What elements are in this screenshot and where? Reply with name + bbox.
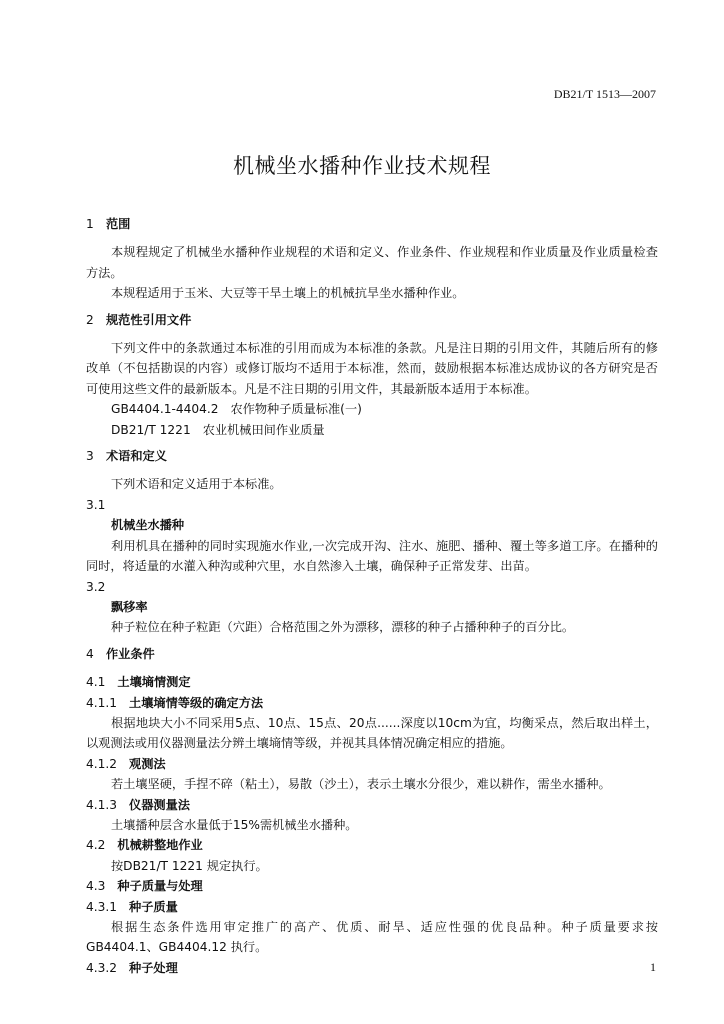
subsection-number: 4.2 xyxy=(86,838,106,853)
term-name: 机械坐水播种 xyxy=(111,518,185,533)
term-definition: 利用机具在播种的同时实现施水作业,一次完成开沟、注水、施肥、播种、覆土等多道工序。在播种的同时，将适量的水灌入种沟或种穴里，水自然渗入土壤，确保种子正常发芽、出苗。 xyxy=(86,538,658,574)
subsection-title: 观测法 xyxy=(129,756,166,771)
subsection-heading xyxy=(86,795,658,815)
section-number: 4 xyxy=(86,646,94,661)
subsection-heading xyxy=(86,754,658,774)
section-title: 作业条件 xyxy=(106,646,155,661)
subsection-heading xyxy=(86,672,658,692)
reference-title: 农作物种子质量标准(一) xyxy=(230,402,362,417)
paragraph: 本规程规定了机械坐水播种作业规程的术语和定义、作业条件、作业规程和作业质量及作业质量检查方法。 xyxy=(86,245,658,280)
section-title: 规范性引用文件 xyxy=(106,312,192,327)
subsection-heading xyxy=(86,958,658,978)
document-body xyxy=(86,208,658,978)
reference-code: GB4404.1-4404.2 xyxy=(111,402,219,417)
subsection-number: 4.1 xyxy=(86,675,106,690)
subsection-number: 4.3 xyxy=(86,879,106,894)
subsection-title: 机械耕整地作业 xyxy=(117,838,203,853)
paragraph: 若土壤坚硬，手捏不碎（粘土），易散（沙土），表示土壤水分很少，难以耕作，需坐水播种。 xyxy=(111,777,611,792)
term-definition: 种子粒位在种子粒距（穴距）合格范围之外为漂移，漂移的种子占播种种子的百分比。 xyxy=(111,620,575,635)
subsection-heading xyxy=(86,876,658,896)
page-number: 1 xyxy=(650,960,656,974)
subsection-title: 种子质量与处理 xyxy=(117,879,203,894)
section-heading-terms xyxy=(86,446,658,466)
subsection-title: 土壤墒情等级的确定方法 xyxy=(129,695,264,710)
paragraph: 按DB21/T 1221 规定执行。 xyxy=(111,858,268,873)
paragraph: 本规程适用于玉米、大豆等干旱土壤上的机械抗旱坐水播种作业。 xyxy=(111,286,465,301)
reference-item xyxy=(86,420,658,440)
subsection-title: 仪器测量法 xyxy=(129,797,190,812)
reference-item xyxy=(86,399,658,419)
term-number: 3.1 xyxy=(86,497,106,512)
reference-title: 农业机械田间作业质量 xyxy=(202,422,325,437)
section-heading-conditions xyxy=(86,644,658,664)
subsection-number: 4.1.1 xyxy=(86,695,118,710)
section-number: 2 xyxy=(86,312,94,327)
section-title: 术语和定义 xyxy=(106,449,167,464)
section-number: 1 xyxy=(86,217,94,231)
subsection-number: 4.1.2 xyxy=(86,756,118,771)
section-heading-scope xyxy=(86,214,658,234)
paragraph: 下列术语和定义适用于本标准。 xyxy=(111,477,282,492)
reference-code: DB21/T 1221 xyxy=(111,422,191,437)
subsection-title: 种子质量 xyxy=(129,899,178,914)
paragraph: 土壤播种层含水量低于15%需机械坐水播种。 xyxy=(111,817,358,832)
standard-code: DB21/T 1513—2007 xyxy=(553,87,656,101)
subsection-number: 4.1.3 xyxy=(86,797,118,812)
subsection-title: 种子处理 xyxy=(129,960,178,975)
subsection-title: 土壤墒情测定 xyxy=(117,675,191,690)
subsection-heading xyxy=(86,897,658,917)
subsection-number: 4.3.2 xyxy=(86,960,118,975)
document-title: 机械坐水播种作业技术规程 xyxy=(233,154,491,178)
term-name: 飘移率 xyxy=(111,599,148,614)
term-number: 3.2 xyxy=(86,579,106,594)
subsection-heading xyxy=(86,835,658,855)
subsection-heading xyxy=(86,693,658,713)
paragraph: 根据地块大小不同采用5点、10点、15点、20点......深度以10cm为宜，均衡采点，然后取出样土，以观测法或用仪器测量法分辨土壤墒情等级，并视其具体情况确定相应的措施。 xyxy=(86,715,658,751)
section-number: 3 xyxy=(86,449,94,464)
section-title: 范围 xyxy=(106,217,131,231)
paragraph: 根据生态条件选用审定推广的高产、优质、耐旱、适应性强的优良品种。种子质量要求按GB4404.1、GB4404.12 执行。 xyxy=(86,920,658,955)
paragraph: 下列文件中的条款通过本标准的引用而成为本标准的条款。凡是注日期的引用文件，其随后所有的修改单（不包括勘误的内容）或修订版均不适用于本标准，然而，鼓励根据本标准达成协议的各方研究是否可使用这些文件的最新版本。凡是不注日期的引用文件，其最新版本适用于本标准。 xyxy=(86,341,658,396)
section-heading-normative-references xyxy=(86,310,658,330)
subsection-number: 4.3.1 xyxy=(86,899,118,914)
